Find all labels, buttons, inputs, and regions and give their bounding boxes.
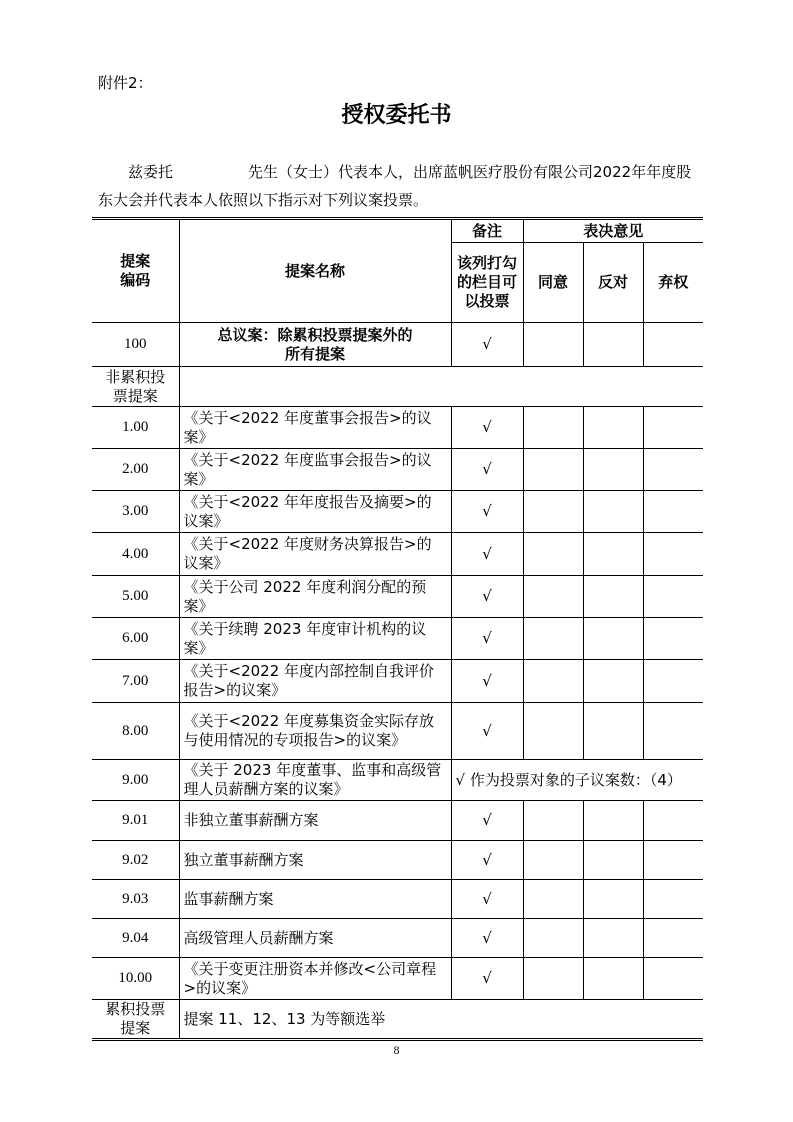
table-row [92, 703, 703, 760]
check-mark: √ [451, 801, 523, 841]
vote-oppose-cell[interactable] [583, 407, 643, 449]
vote-agree-cell[interactable] [523, 801, 583, 841]
vote-oppose-cell[interactable] [583, 919, 643, 958]
table-row [92, 880, 703, 919]
row-name: 《关于<2022 年年度报告及摘要>的议案》 [179, 491, 451, 533]
check-mark: √ [451, 660, 523, 703]
vote-agree-cell[interactable] [523, 919, 583, 958]
row-code: 10.00 [92, 958, 179, 1000]
row-name: 《关于续聘 2023 年度审计机构的议案》 [179, 618, 451, 660]
vote-agree-cell[interactable] [523, 841, 583, 880]
vote-agree-cell[interactable] [523, 491, 583, 533]
vote-abstain-cell[interactable] [643, 449, 703, 491]
row-name: 高级管理人员薪酬方案 [179, 919, 451, 958]
row-code: 4.00 [92, 533, 179, 576]
table-row [92, 618, 703, 660]
row-code: 9.02 [92, 841, 179, 880]
header-name: 提案名称 [179, 219, 451, 323]
header-code: 提案编码 [92, 219, 179, 323]
row-name: 《关于<2022 年度财务决算报告>的议案》 [179, 533, 451, 576]
attachment-label: 附件2： [98, 74, 153, 92]
vote-abstain-cell[interactable] [643, 703, 703, 760]
check-mark: √ [451, 841, 523, 880]
row-code: 100 [92, 323, 179, 367]
table-row [92, 533, 703, 576]
check-mark: √ [451, 323, 523, 367]
table-row [92, 449, 703, 491]
row-name: 独立董事薪酬方案 [179, 841, 451, 880]
vote-oppose-cell[interactable] [583, 491, 643, 533]
vote-abstain-cell[interactable] [643, 533, 703, 576]
row-name: 非独立董事薪酬方案 [179, 801, 451, 841]
table-row [92, 958, 703, 1000]
row-code: 9.01 [92, 801, 179, 841]
table-row [92, 801, 703, 841]
check-mark: √ [451, 703, 523, 760]
vote-oppose-cell[interactable] [583, 801, 643, 841]
table-row-total [92, 323, 703, 367]
proxy-vote-table [92, 217, 703, 1041]
row-name: 《关于公司 2022 年度利润分配的预案》 [179, 576, 451, 618]
vote-oppose-cell[interactable] [583, 703, 643, 760]
vote-oppose-cell[interactable] [583, 880, 643, 919]
row-code: 1.00 [92, 407, 179, 449]
vote-agree-cell[interactable] [523, 958, 583, 1000]
row-code: 2.00 [92, 449, 179, 491]
table-row [92, 660, 703, 703]
vote-oppose-cell[interactable] [583, 841, 643, 880]
row-name: 《关于<2022 年度募集资金实际存放与使用情况的专项报告>的议案》 [179, 703, 451, 760]
header-abstain: 弃权 [643, 243, 703, 323]
check-mark: √ [451, 533, 523, 576]
cumulative-label: 累积投票提案 [92, 1000, 179, 1040]
table-row [92, 576, 703, 618]
vote-agree-cell[interactable] [523, 407, 583, 449]
row-code: 7.00 [92, 660, 179, 703]
table-row [92, 841, 703, 880]
row-code: 9.00 [92, 760, 179, 801]
check-mark: √ [451, 576, 523, 618]
header-vote: 表决意见 [523, 219, 703, 243]
vote-oppose-cell[interactable] [583, 618, 643, 660]
intro-part1: 兹委托 [128, 163, 174, 181]
intro-part2: 先生（女士）代表本人，出席蓝帆医疗股份有限公司2022年年度股东大会并代表本人依照以下指示对下列议案投票。 [98, 163, 692, 209]
vote-agree-cell[interactable] [523, 533, 583, 576]
row-name: 《关于变更注册资本并修改<公司章程>的议案》 [179, 958, 451, 1000]
row-code: 9.04 [92, 919, 179, 958]
intro-paragraph [98, 158, 698, 214]
row-code: 3.00 [92, 491, 179, 533]
vote-oppose-cell[interactable] [583, 323, 643, 367]
vote-oppose-cell[interactable] [583, 958, 643, 1000]
table-row [92, 491, 703, 533]
vote-abstain-cell[interactable] [643, 841, 703, 880]
check-mark: √ [451, 491, 523, 533]
check-mark: √ [451, 449, 523, 491]
check-mark: √ [451, 618, 523, 660]
vote-agree-cell[interactable] [523, 449, 583, 491]
header-agree: 同意 [523, 243, 583, 323]
vote-agree-cell[interactable] [523, 576, 583, 618]
vote-abstain-cell[interactable] [643, 491, 703, 533]
vote-agree-cell[interactable] [523, 323, 583, 367]
vote-abstain-cell[interactable] [643, 801, 703, 841]
vote-agree-cell[interactable] [523, 660, 583, 703]
check-mark: √ [451, 919, 523, 958]
vote-oppose-cell[interactable] [583, 449, 643, 491]
row-name: 《关于<2022 年度董事会报告>的议案》 [179, 407, 451, 449]
cumulative-text: 提案 11、12、13 为等额选举 [179, 1000, 703, 1040]
header-note-sub: 该列打勾的栏目可以投票 [451, 243, 523, 323]
row-code: 5.00 [92, 576, 179, 618]
page-number: 8 [393, 1043, 400, 1057]
vote-abstain-cell[interactable] [643, 880, 703, 919]
vote-abstain-cell[interactable] [643, 618, 703, 660]
check-mark: √ [451, 880, 523, 919]
header-note: 备注 [451, 219, 523, 243]
row-name: 《关于 2023 年度董事、监事和高级管理人员薪酬方案的议案》 [179, 760, 451, 801]
document-title: 授权委托书 [341, 103, 452, 128]
vote-abstain-cell[interactable] [643, 576, 703, 618]
vote-oppose-cell[interactable] [583, 576, 643, 618]
vote-oppose-cell[interactable] [583, 660, 643, 703]
table-row [92, 919, 703, 958]
row-name: 《关于<2022 年度监事会报告>的议案》 [179, 449, 451, 491]
check-mark: √ [451, 958, 523, 1000]
non-cumulative-label: 非累积投票提案 [92, 367, 179, 407]
vote-agree-cell[interactable] [523, 703, 583, 760]
non-cumulative-span [179, 367, 703, 407]
vote-abstain-cell[interactable] [643, 919, 703, 958]
vote-agree-cell[interactable] [523, 880, 583, 919]
vote-abstain-cell[interactable] [643, 323, 703, 367]
header-oppose: 反对 [583, 243, 643, 323]
vote-oppose-cell[interactable] [583, 533, 643, 576]
vote-abstain-cell[interactable] [643, 958, 703, 1000]
vote-abstain-cell[interactable] [643, 407, 703, 449]
table-row [92, 407, 703, 449]
row-name: 《关于<2022 年度内部控制自我评价报告>的议案》 [179, 660, 451, 703]
vote-agree-cell[interactable] [523, 618, 583, 660]
row-name: 监事薪酬方案 [179, 880, 451, 919]
row-code: 8.00 [92, 703, 179, 760]
check-mark: √ [451, 407, 523, 449]
table-row-9 [92, 760, 703, 801]
row-code: 6.00 [92, 618, 179, 660]
sub-proposal-count-note: √ 作为投票对象的子议案数：（4） [451, 760, 703, 801]
row-code: 9.03 [92, 880, 179, 919]
vote-abstain-cell[interactable] [643, 660, 703, 703]
row-name: 总议案：除累积投票提案外的所有提案 [179, 323, 451, 367]
